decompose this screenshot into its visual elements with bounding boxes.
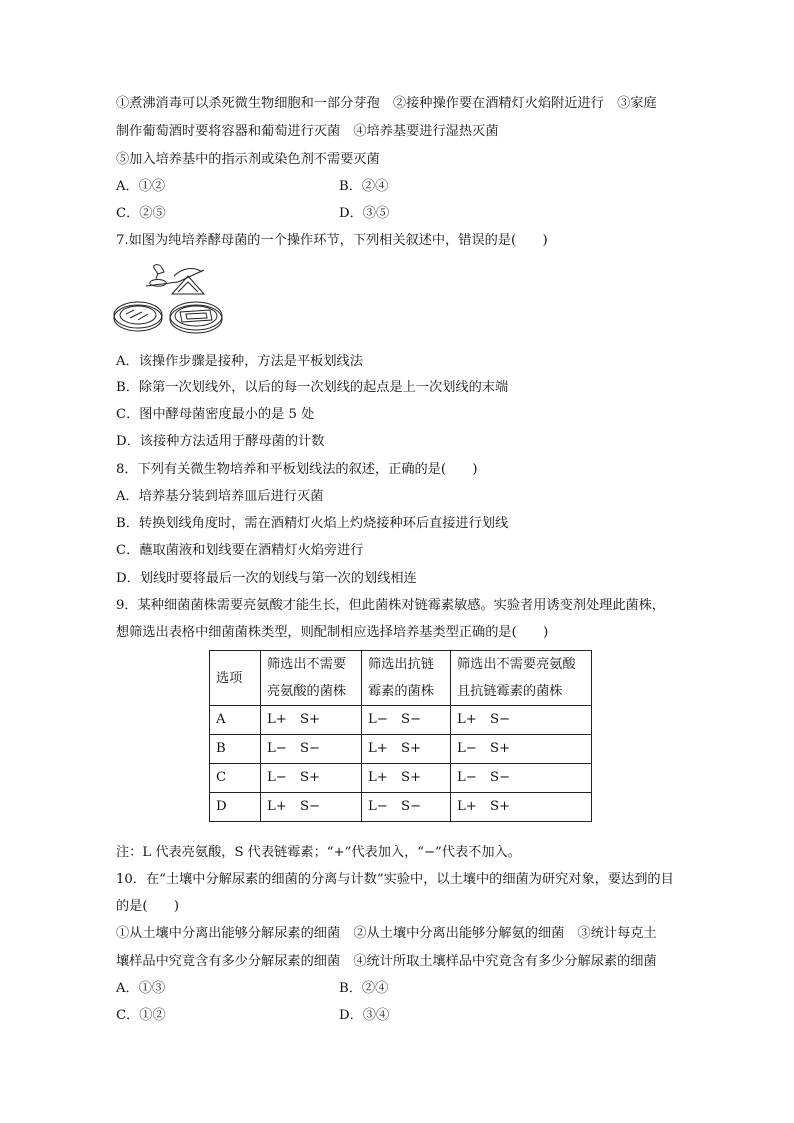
q6-option-c: C．②⑤ [116,206,166,221]
q8-option-b: B．转换划线角度时，需在酒精灯火焰上灼烧接种环后直接进行划线 [116,516,509,531]
table-cell: L+ S+ [261,706,362,735]
q6-option-b: B．②④ [339,179,389,194]
table-header-row [210,651,592,706]
table-cell: A [210,706,261,735]
q8-option-c: C．蘸取菌液和划线要在酒精灯火焰旁进行 [116,543,364,558]
table-row [210,764,592,793]
q6-option-a: A．①② [116,179,166,194]
header-cell-leucine: 筛选出不需要 亮氨酸的菌株 [261,651,362,706]
table-cell: L− S− [261,735,362,764]
q7-stem: 7.如图为纯培养酵母菌的一个操作环节，下列相关叙述中，错误的是( ) [116,233,548,248]
streak-plate-figure [112,262,224,338]
q10-option-a: A．①③ [116,981,166,996]
q10-option-c: C．①② [116,1008,166,1023]
table-cell: L+ S− [261,793,362,822]
table-cell: L− S− [362,793,451,822]
line-2: 制作葡萄酒时要将容器和葡萄进行灭菌 ④培养基要进行湿热灭菌 [116,124,499,139]
table-cell: L+ S− [451,706,592,735]
table-row [210,735,592,764]
q6-option-d: D．③⑤ [339,206,390,221]
q9-stem-2: 想筛选出表格中细菌菌株类型，则配制相应选择培养基类型正确的是( ) [116,625,549,640]
table-row [210,706,592,735]
q10-option-d: D．③④ [339,1008,390,1023]
table-cell: L+ S+ [451,793,592,822]
header-cell-streptomycin: 筛选出抗链 霉素的菌株 [362,651,451,706]
q10-line-1: ①从土壤中分离出能够分解尿素的细菌 ②从土壤中分离出能够分解氨的细菌 ③统计每克土 [116,926,657,941]
table-row [210,793,592,822]
q10-line-2: 壤样品中究竟含有多少分解尿素的细菌 ④统计所取土壤样品中究竟含有多少分解尿素的细菌 [116,954,657,969]
q10-stem-1: 10．在“土壤中分解尿素的细菌的分离与计数”实验中，以土壤中的细菌为研究对象，要达到的目 [116,872,674,887]
table-cell: L− S− [362,706,451,735]
q7-option-c: C．图中酵母菌密度最小的是 5 处 [116,407,315,422]
q9-stem-1: 9．某种细菌菌株需要亮氨酸才能生长，但此菌株对链霉素敏感。实验者用诱变剂处理此菌株， [116,598,666,613]
q9-table [209,650,592,822]
q7-option-a: A．该操作步骤是接种，方法是平板划线法 [116,354,363,369]
table-cell: D [210,793,261,822]
line-1: ①煮沸消毒可以杀死微生物细胞和一部分芽孢 ②接种操作要在酒精灯火焰附近进行 ③家庭 [116,96,657,111]
line-3: ⑤加入培养基中的指示剂或染色剂不需要灭菌 [116,152,380,167]
q10-stem-2: 的是( ) [116,899,180,914]
q10-option-b: B．②④ [339,981,389,996]
q7-option-d: D．该接种方法适用于酵母菌的计数 [116,434,325,449]
table-cell: L+ S+ [362,764,451,793]
q8-option-a: A．培养基分装到培养皿后进行灭菌 [116,489,324,504]
table-cell: L+ S+ [362,735,451,764]
header-cell-both: 筛选出不需要亮氨酸 且抗链霉素的菌株 [451,651,592,706]
q8-option-d: D．划线时要将最后一次的划线与第一次的划线相连 [116,571,417,586]
q8-stem: 8．下列有关微生物培养和平板划线法的叙述，正确的是( ) [116,462,478,477]
table-cell: B [210,735,261,764]
table-cell: C [210,764,261,793]
table-cell: L− S− [451,764,592,793]
table-cell: L− S+ [261,764,362,793]
table-cell: L− S+ [451,735,592,764]
q7-option-b: B．除第一次划线外，以后的每一次划线的起点是上一次划线的末端 [116,380,509,395]
q9-note: 注：L 代表亮氨酸，S 代表链霉素；“+”代表加入，“−”代表不加入。 [116,845,521,860]
header-cell-option: 选项 [210,651,261,706]
